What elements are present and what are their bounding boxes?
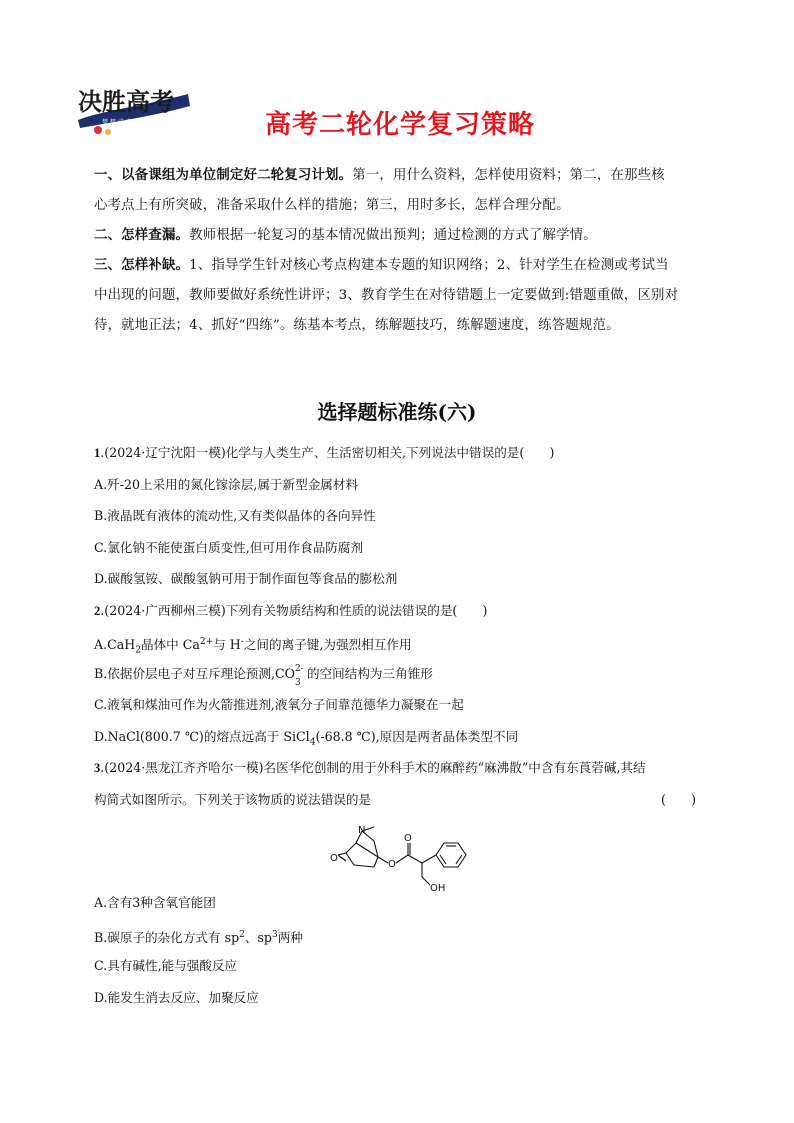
question-1-option-a: A.歼-20上采用的氮化镓涂层,属于新型金属材料: [94, 476, 359, 492]
question-3-text-1: .(2024·黑龙江齐齐哈尔一模)名医华佗创制的用于外科手术的麻醉药“麻沸散”中含有东莨菪碱,其结: [100, 760, 646, 775]
q2a-part2: 晶体中 Ca: [140, 637, 200, 653]
question-1-number: 1: [94, 446, 101, 460]
question-1-stem: [94, 443, 704, 475]
strategy-heading-1: 一、以备课组为单位制定好二轮复习计划。: [94, 168, 353, 183]
question-2-option-b: [94, 664, 704, 696]
question-2-option-c: C.液氧和煤油可作为火箭推进剂,液氧分子间靠范德华力凝聚在一起: [94, 697, 464, 712]
question-2-number: 2: [94, 603, 101, 618]
q2a-part3: 与 H: [213, 637, 241, 653]
q3b-part3: 两种: [277, 929, 303, 945]
question-3-option-a: A.含有3种含氧官能团: [94, 895, 216, 910]
q3b-part1: B.碳原子的杂化方式有 sp: [94, 929, 240, 945]
q2d-part1: D.NaCl(800.7 ℃)的熔点远高于 SiCl: [94, 728, 310, 744]
q3b-sup2: 3: [272, 929, 278, 940]
question-3-option-c: C.具有碱性,能与强酸反应: [94, 958, 238, 973]
question-3-option-d: D.能发生消去反应、加聚反应: [94, 989, 259, 1005]
q2b-ion: [294, 664, 307, 688]
q2d-sub: 4: [309, 737, 316, 748]
q2d-part2: (-68.8 ℃),原因是两者晶体类型不同: [315, 728, 519, 744]
molecule-structure: [94, 821, 704, 893]
question-2-option-d: [94, 727, 704, 759]
q2b-sup: 2-: [294, 664, 304, 674]
strategy-heading-3: 三、怎样补缺。: [94, 258, 190, 273]
strategy-text-1: 第一，用什么资料，怎样使用资料；第二，在那些核: [352, 168, 665, 183]
question-3-stem: [94, 758, 704, 790]
scopolamine-structure-diagram: [326, 821, 566, 893]
question-list: [94, 443, 704, 1019]
strategy-text-3b: 中出现的问题，教师要做好系统性讲评；3、教育学生在对待错题上一定要做到:错题重做，区别对: [94, 288, 679, 303]
strategy-paragraph-1b: [94, 191, 702, 221]
strategy-text-3: 1、指导学生针对核心考点构建本专题的知识网络；2、针对学生在检测或考试当: [189, 258, 669, 273]
question-3-number: 3: [94, 761, 101, 775]
q2a-sup1: 2+: [199, 637, 214, 647]
atom-oh: OH: [430, 883, 446, 893]
q3b-sup1: 2: [239, 929, 245, 940]
q2a-part4: 之间的离子键,为强烈相互作用: [243, 637, 412, 653]
question-2-option-a: [94, 632, 704, 664]
atom-o-carbonyl: O: [404, 833, 412, 844]
question-2-text: .(2024·广西柳州三模)下列有关物质结构和性质的说法错误的是( ): [100, 602, 488, 618]
strategy-text-1b: 心考点上有所突破，准备采取什么样的措施；第三，用时多长，怎样合理分配。: [94, 198, 570, 213]
strategy-paragraph-3c: [94, 311, 702, 341]
q2a-sub: 2: [135, 645, 141, 656]
question-3-option-b: [94, 925, 704, 957]
strategy-paragraph-3: [94, 251, 702, 281]
strategy-text-3c: 待，就地正法；4、抓好“四练”。练基本考点，练解题技巧，练解题速度，练答题规范。: [94, 318, 620, 333]
question-1-option-b: B.液晶既有液体的流动性,又有类似晶体的各向异性: [94, 508, 376, 523]
question-1-option-c: C.氯化钠不能使蛋白质变性,但可用作食品防腐剂: [94, 539, 364, 555]
strategy-paragraph-2: [94, 221, 702, 251]
strategy-paragraph-1: [94, 161, 702, 191]
atom-n: N: [358, 825, 366, 836]
q3b-part2: 、sp: [244, 929, 272, 945]
question-1-option-d: D.碳酸氢铵、碳酸氢钠可用于制作面包等食品的膨松剂: [94, 571, 398, 586]
q2a-sup2: -: [240, 637, 244, 647]
q2b-part1: B.依据价层电子对互斥理论预测,CO: [94, 665, 295, 681]
q2a-part1: A.CaH: [94, 637, 136, 653]
strategy-text-2: 教师根据一轮复习的基本情况做出预判；通过检测的方式了解学情。: [189, 228, 597, 243]
strategy-section: [94, 161, 702, 341]
question-2-stem: [94, 601, 704, 633]
question-3-stem-2: [94, 790, 704, 822]
question-1-text: .(2024·辽宁沈阳一模)化学与人类生产、生活密切相关,下列说法中错误的是( ): [100, 445, 555, 460]
logo-text: 决胜高考: [78, 88, 174, 116]
section-title: 选择题标准练(六): [317, 400, 477, 424]
strategy-paragraph-3b: [94, 281, 702, 311]
strategy-heading-2: 二、怎样查漏。: [94, 228, 190, 243]
logo-subtext: 梦 想 成 真: [102, 119, 132, 126]
q2b-sub: 3: [294, 678, 301, 688]
q2b-part2: 的空间结构为三角锥形: [306, 665, 433, 681]
atom-o-epoxide: O: [330, 853, 338, 864]
atom-o-ester: O: [388, 859, 396, 870]
question-3-text-2: 构简式如图所示。下列关于该物质的说法错误的是: [94, 791, 372, 807]
page-title: 高考二轮化学复习策略: [264, 110, 535, 140]
answer-blank: ( ): [660, 791, 696, 807]
